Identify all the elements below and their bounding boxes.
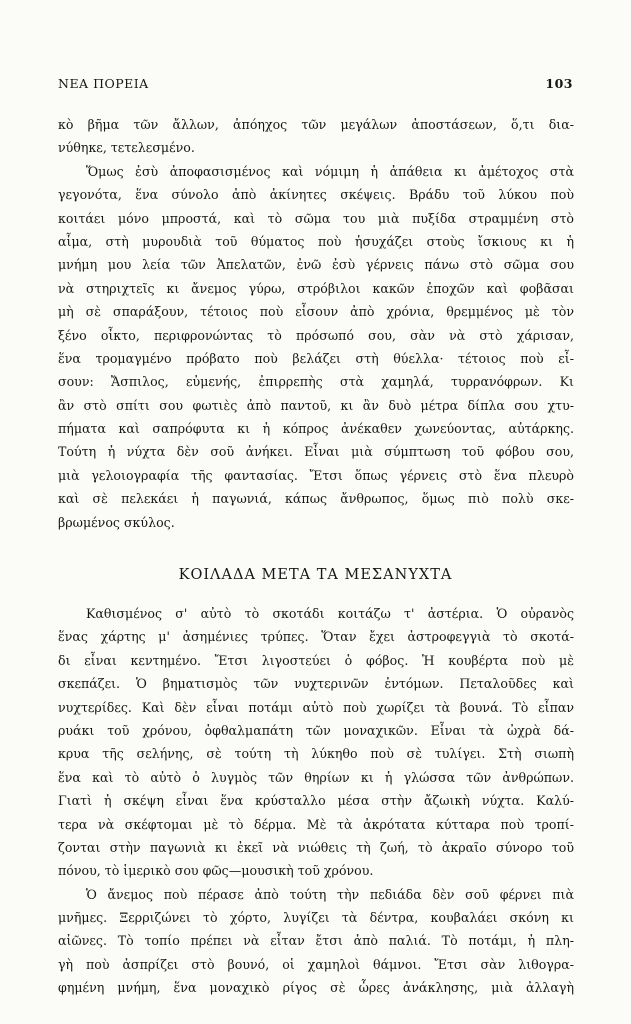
text-line: πόνου, τὸ ἱμερικὸ σου φῶς—μουσικὴ τοῦ χρόνου. [58, 863, 374, 879]
text-line: κὸ βῆμα τῶν ἄλλων, ἀπόηχος τῶν μεγάλων ἀποστάσεων, ὅ,τι δια- [58, 117, 574, 132]
text-line: ξένο οἶκτο, περιφρονώντας τὸ πρόσωπό σου, σὰν νὰ στὸ χάρισαν, [58, 327, 574, 343]
text-line: σκεπάζει. Ὁ βηματισμὸς τῶν νυχτερινῶν ἐντόμων. Πεταλοῦδες καὶ [58, 676, 574, 692]
text-line: ζονται στὴν παγωνιὰ κι ἐκεῖ νὰ νιώθεις τὴ ζωή, τὸ ἀκραῖο σύνορο τοῦ [58, 839, 574, 855]
text-line: κοιτάει μόνο μπροστά, καὶ τὸ σῶμα του μιὰ πυξίδα στραμμένη στὸ [58, 210, 574, 226]
text-line: μνήμη μου λεία τῶν Ἀπελατῶν, ἐνῶ ἐσὺ γέρνεις πάνω στὸ σῶμα σου [58, 257, 574, 273]
text-line: μιὰ γελοιογραφία τῆς φαντασίας. Ἔτσι ὅπως γέρνεις στὸ ἕνα πλευρὸ [58, 467, 574, 483]
text-line: αἷμα, στὴ μυρουδιὰ τοῦ θύματος ποὺ ἡσυχάζει στοὺς ἴσκιους κι ἡ [58, 233, 574, 249]
text-line: ἕνας χάρτης μ' ἀσημένιες τρύπες. Ὅταν ἔχει ἀστροφεγγιὰ τὸ σκοτά- [58, 629, 574, 645]
section-2-body [58, 602, 574, 1000]
text-line: ἂν στὸ σπίτι σου φωτιὲς ἀπὸ παντοῦ, κι ἂν δυὸ μέτρα δίπλα σου χτυ- [58, 397, 574, 413]
page-number: 103 [545, 76, 573, 91]
text-line: Τούτη ἡ νύχτα δὲν σοῦ ἀνήκει. Εἶναι μιὰ σύμπτωση τοῦ φόβου σου, [58, 444, 574, 460]
text-line: Ὅμως ἐσὺ ἀποφασισμένος καὶ νόμιμη ἡ ἀπάθεια κι ἀμέτοχος στὰ [86, 163, 574, 179]
text-line: ρυάκι τοῦ χρόνου, ὀφθαλμαπάτη τῶν μοναχικῶν. Εἶναι τὰ ὠχρὰ δά- [58, 722, 574, 738]
text-line: νὰ στηριχτεῖς κι ἄνεμος γύρω, στρόβιλοι κακῶν ἐποχῶν καὶ φοβᾶσαι [58, 280, 574, 296]
running-header [58, 76, 573, 96]
text-line: Ὁ ἄνεμος ποὺ πέρασε ἀπὸ τούτη τὴν πεδιάδα δὲν σοῦ φέρνει πιὰ [86, 886, 574, 902]
text-line: γὴ ποὺ ἀσπρίζει στὸ βουνό, οἱ χαμηλοὶ θάμνοι. Ἔτσι σὰν λιθογρα- [58, 956, 574, 972]
text-line: βρωμένος σκύλος. [58, 514, 175, 530]
text-line: κρυα τῆς σελήνης, σὲ τούτη τὴ λύκηθο ποὺ σὲ τυλίγει. Στὴ σιωπὴ [58, 746, 574, 762]
text-line: μνῆμες. Ξερριζώνει τὸ χόρτο, λυγίζει τὰ δέντρα, κουβαλάει σκόνη κι [58, 910, 574, 926]
text-line: νύθηκε, τετελεσμένο. [58, 140, 195, 156]
text-line: μὴ σὲ σπαράξουν, τέτοιος ποὺ εἶσουν ἀπὸ χρόνια, θρεμμένος μὲ τὸν [58, 304, 574, 320]
running-title: ΝΕΑ ΠΟΡΕΙΑ [58, 76, 149, 91]
text-line: αἰῶνες. Τὸ τοπίο πρέπει νὰ εἶταν ἔτσι ἀπὸ παλιά. Τὸ ποτάμι, ἡ πλη- [58, 933, 574, 949]
text-line: τερα νὰ σκέφτομαι μὲ τὸ δέρμα. Μὲ τὰ ἀκρότατα κύτταρα ποὺ τροπί- [58, 816, 574, 832]
section-1-body [58, 113, 574, 534]
text-line: γεγονότα, ἕνα σύνολο ἀπὸ ἀκίνητες σκέψεις. Βράδυ τοῦ λύκου ποὺ [58, 187, 574, 203]
text-line: καὶ σὲ πελεκάει ἡ παγωνιά, κάπως ἄνθρωπος, ὅμως πιὸ πολὺ σκε- [58, 491, 574, 507]
text-line: δι εἶναι κεντημένο. Ἔτσι λιγοστεύει ὁ φόβος. Ἡ κουβέρτα ποὺ μὲ [58, 652, 574, 668]
section-heading: ΚΟΙΛΑΔΑ ΜΕΤΑ ΤΑ ΜΕΣΑΝΥΧΤΑ [178, 567, 453, 583]
text-line: σουν: Ἄσπιλος, εὐμενής, ἐπιρρεπὴς στὰ χαμηλά, τυρρανόφρων. Κι [58, 374, 574, 390]
text-line: Γιατὶ ἡ σκέψη εἶναι ἕνα κρύσταλλο μέσα στὴν ἄζωικὴ νύχτα. Καλύ- [58, 793, 574, 809]
text-line: ἕνα τρομαγμένο πρόβατο ποὺ βελάζει στὴ θύελλα· τέτοιος ποὺ εἶ- [58, 350, 574, 366]
text-line: νυχτερίδες. Καὶ δὲν εἶναι ποτάμι αὐτὸ ποὺ χωρίζει τὰ βουνά. Τὸ εἶπαν [58, 699, 574, 715]
text-line: φημένη μνήμη, ἕνα μοναχικὸ ρίγος σὲ ὧρες ἀνάκλησης, μιὰ ἀλλαγὴ [58, 980, 574, 996]
text-line: Καθισμένος σ' αὐτὸ τὸ σκοτάδι κοιτάζω τ' ἀστέρια. Ὁ οὐρανὸς [86, 606, 574, 621]
text-line: ἕνα καὶ τὸ αὐτὸ ὁ λυγμὸς τῶν θηρίων κι ἡ γλώσσα τῶν ἀνθρώπων. [58, 769, 574, 785]
text-line: πήματα καὶ σαπρόφυτα κι ἡ κόπρος ἀνέκαθεν χωνεύοντας, αὐτάρκης. [58, 421, 574, 437]
